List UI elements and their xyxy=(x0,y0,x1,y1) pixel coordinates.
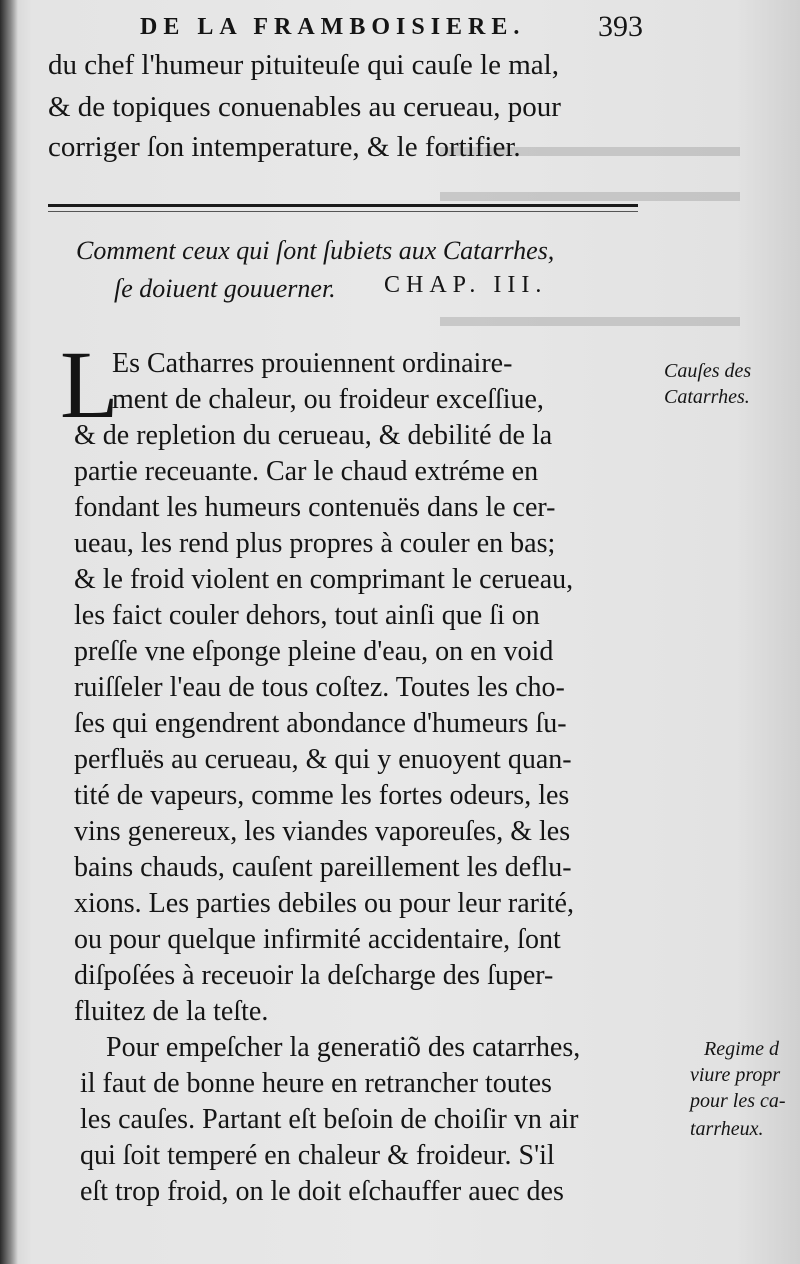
margin-note-causes: Cauſes des xyxy=(664,360,752,382)
show-through-texture: ▬▬▬▬▬▬▬▬▬▬ xyxy=(440,130,740,163)
body-line: & de repletion du cerueau, & debilité de la xyxy=(74,420,553,451)
intro-line: & de topiques conuenables au cerueau, pour xyxy=(48,91,561,123)
body-line: ment de chaleur, ou froideur exceſſiue, xyxy=(112,384,544,415)
intro-line: du chef l'humeur pituiteuſe qui cauſe le mal, xyxy=(48,49,559,81)
body-line: il faut de bonne heure en retrancher toutes xyxy=(80,1068,552,1099)
body-line: ſes qui engendrent abondance d'humeurs ſu- xyxy=(74,708,567,739)
body-line: eſt trop froid, on le doit eſchauffer auec des xyxy=(80,1176,564,1207)
body-line: xions. Les parties debiles ou pour leur rarité, xyxy=(74,888,574,919)
running-head: DE LA FRAMBOISIERE. xyxy=(140,14,526,40)
drop-capital: L xyxy=(60,331,119,438)
body-line: fluitez de la teſte. xyxy=(74,996,269,1027)
body-line: ueau, les rend plus propres à couler en bas; xyxy=(74,528,556,559)
margin-note-regime: Regime d xyxy=(704,1038,779,1060)
chapter-title-line1: Comment ceux qui ſont ſubiets aux Catarrhes, xyxy=(76,236,555,265)
section-rule-thin xyxy=(48,211,638,212)
body-line: les cauſes. Partant eſt beſoin de choiſir vn air xyxy=(80,1104,579,1135)
body-line: tité de vapeurs, comme les fortes odeurs, les xyxy=(74,780,570,811)
body-line: preſſe vne eſponge pleine d'eau, on en void xyxy=(74,636,554,667)
show-through-texture: ▬▬▬▬▬▬▬▬▬▬ xyxy=(440,175,740,208)
margin-note-regime: tarrheux. xyxy=(690,1118,764,1140)
body-line: ou pour quelque infirmité accidentaire, ſont xyxy=(74,924,561,955)
margin-note-regime: viure propr xyxy=(690,1064,781,1086)
margin-note-regime: pour les ca- xyxy=(690,1090,786,1112)
body-line: Pour empeſcher la generatiõ des catarrhes, xyxy=(106,1032,581,1063)
body-line: ruiſſeler l'eau de tous coſtez. Toutes les cho- xyxy=(74,672,565,703)
chapter-number: CHAP. III. xyxy=(384,272,548,298)
body-line: partie receuante. Car le chaud extréme en xyxy=(74,456,539,487)
intro-line: corriger ſon intemperature, & le fortifier. xyxy=(48,131,521,163)
margin-note-causes: Catarrhes. xyxy=(664,386,750,408)
body-line: bains chauds, cauſent pareillement les deflu- xyxy=(74,852,572,883)
page-gutter-shadow xyxy=(0,0,18,1264)
body-line: les faict couler dehors, tout ainſi que ſi on xyxy=(74,600,540,631)
body-line: & le froid violent en comprimant le cerueau, xyxy=(74,564,574,595)
section-rule xyxy=(48,204,638,207)
body-line: perfluës au cerueau, & qui y enuoyent quan- xyxy=(74,744,572,775)
body-line: Es Catharres prouiennent ordinaire- xyxy=(112,348,513,379)
body-line: fondant les humeurs contenuës dans le cer- xyxy=(74,492,556,523)
body-line: qui ſoit temperé en chaleur & froideur. S'il xyxy=(80,1140,555,1171)
page-number: 393 xyxy=(598,10,643,43)
body-line: diſpoſées à receuoir la deſcharge des ſuper- xyxy=(74,960,554,991)
chapter-title-line2: ſe doiuent gouuerner. xyxy=(114,274,336,303)
body-line: vins genereux, les viandes vaporeuſes, & les xyxy=(74,816,571,847)
show-through-texture: ▬▬▬▬▬▬▬▬▬▬ xyxy=(440,300,740,333)
